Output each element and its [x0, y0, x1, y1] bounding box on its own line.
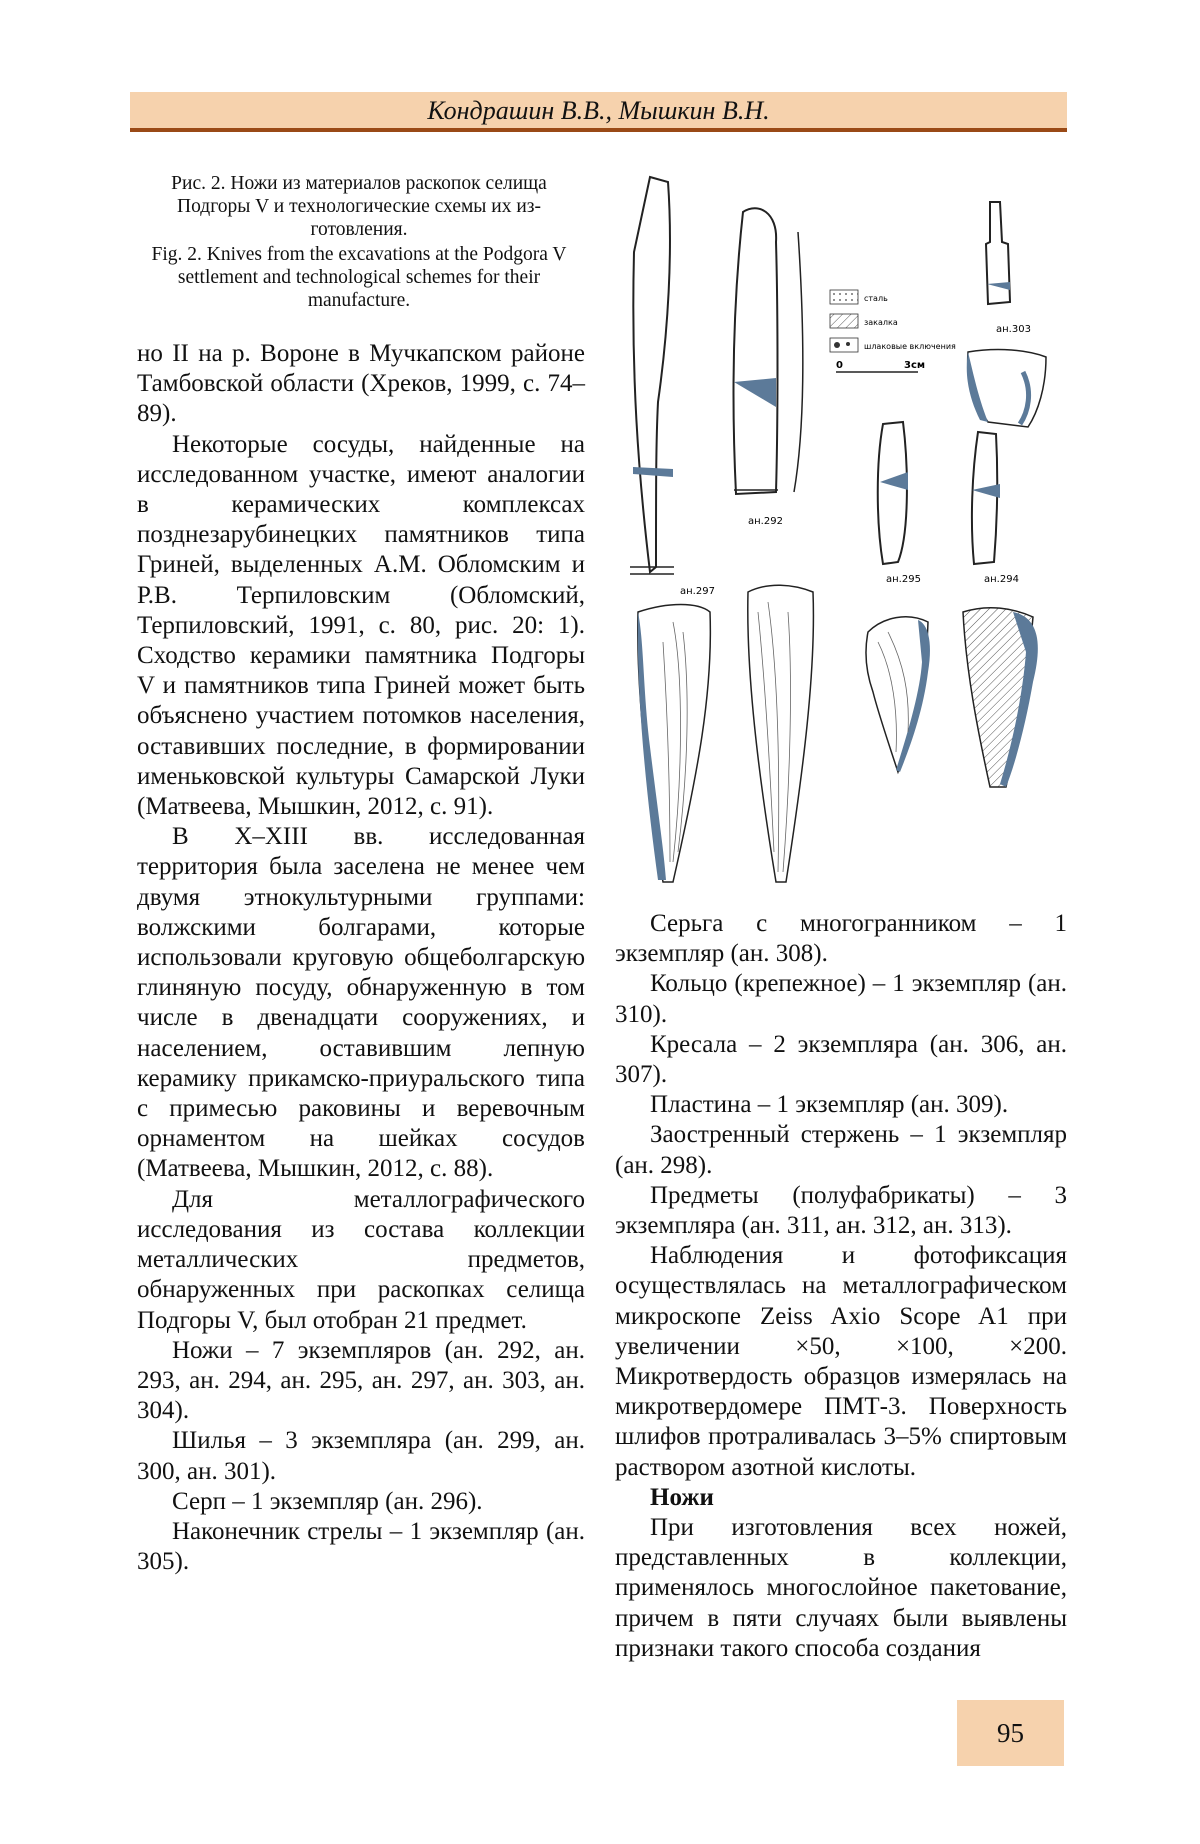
right-paragraph: Пластина – 1 экземпляр (ан. 309). — [615, 1090, 1067, 1120]
label-an297: ан.297 — [680, 586, 715, 597]
knife-an297-outline — [630, 177, 674, 574]
right-paragraph: Кольцо (крепежное) – 1 экземпляр (ан. 310). — [615, 969, 1067, 1029]
label-an294: ан.294 — [984, 574, 1019, 585]
label-an295: ан.295 — [886, 574, 921, 585]
left-paragraph: Некоторые сосуды, найденные на исследованном участке, имеют аналогии в керамических комплексах позднезарубинецких памятников типа Гриней, выделенных А.М. Обломским и Р.В. Терпиловским (Обломский, Терпиловский, 1991, с. 80, рис. 20: 1). Сходство керамики памятника Подгоры V и памятников типа Гриней может быть объяснено участием потомков населения, оставивших последние, в формировании именьковской культуры Самарской Луки (Матвеева, Мышкин, 2012, с. 91). — [137, 430, 585, 823]
legend-hardening: закалка — [864, 318, 898, 327]
left-paragraph: Шилья – 3 экземпляра (ан. 299, ан. 300, ан. 301). — [137, 1426, 585, 1486]
left-paragraph: Наконечник стрелы – 1 экземпляр (ан. 305). — [137, 1517, 585, 1577]
right-paragraph: Кресала – 2 экземпляра (ан. 306, ан. 307). — [615, 1030, 1067, 1090]
knife-an295-section — [866, 617, 930, 772]
left-paragraph: Ножи – 7 экземпляров (ан. 292, ан. 293, ан. 294, ан. 295, ан. 297, ан. 303, ан. 304). — [137, 1336, 585, 1427]
right-column — [615, 909, 1067, 1664]
right-paragraph: Серьга с многогранником – 1 экземпляр (ан. 308). — [615, 909, 1067, 969]
knife-an303-section — [967, 350, 1046, 427]
right-paragraph: При изготовления всех ножей, представленных в коллекции, применялось многослойное пакетование, причем в пяти случаях были выявлены признаки такого способа создания — [615, 1513, 1067, 1664]
knife-an303-outline — [986, 202, 1010, 304]
scale-end: 3см — [904, 360, 925, 371]
label-an303: ан.303 — [996, 324, 1031, 335]
right-paragraph: Наблюдения и фотофиксация осуществлялась на металлографическом микроскопе Zeiss Axio Scope A1 при увеличении ×50, ×100, ×200. Микротвердость образцов измерялась на микротвердомере ПМТ-3. Поверхность шлифов протраливалась 3–5% спиртовым раствором азотной кислоты. — [615, 1241, 1067, 1483]
left-paragraph: В X–XIII вв. исследованная территория была заселена не менее чем двумя этнокультурными группами: волжскими болгарами, которые использовали круговую общеболгарскую глиняную посуду, обнаруженную в том числе в двенадцати сооружениях, и населением, оставившим лепную керамику прикамско-приуральского типа с примесью раковины и веревочным орнаментом на шейках сосудов (Матвеева, Мышкин, 2012, с. 88). — [137, 822, 585, 1184]
legend-slag: шлаковые включения — [864, 342, 956, 351]
knives-figure — [628, 172, 1078, 892]
knife-an294-outline — [972, 432, 1000, 564]
scale-start: 0 — [836, 360, 843, 371]
right-paragraph: Заостренный стержень – 1 экземпляр (ан. 298). — [615, 1120, 1067, 1180]
knife-an295-outline — [878, 422, 908, 564]
left-paragraph: но II на р. Вороне в Мучкапском районе Тамбовской области (Хреков, 1999, с. 74–89). — [137, 339, 585, 430]
right-paragraph: Предметы (полуфабрикаты) – 3 экземпляра (ан. 311, ан. 312, ан. 313). — [615, 1181, 1067, 1241]
knives-drawing — [628, 172, 1078, 892]
left-column — [137, 339, 585, 1577]
caption-russian: Рис. 2. Ножи из материалов раскопок селища Подгоры V и технологические схемы их из­готовления. — [134, 172, 584, 241]
figure-caption — [134, 172, 584, 312]
page-number — [957, 1700, 1064, 1766]
label-an292: ан.292 — [748, 516, 783, 527]
left-paragraph: Для металлографического исследования из состава коллекции металлических предметов, обнаруженных при раскопках селища Подгоры V, был отобран 21 предмет. — [137, 1185, 585, 1336]
knife-an292-outline — [734, 208, 803, 494]
section-heading-knives: Ножи — [615, 1483, 1067, 1513]
figure-legend — [830, 290, 956, 372]
knife-an292-section — [748, 585, 814, 882]
left-paragraph: Серп – 1 экземпляр (ан. 296). — [137, 1487, 585, 1517]
running-header — [130, 92, 1067, 132]
header-authors: Кондрашин В.В., Мышкин В.Н. — [427, 96, 769, 125]
caption-english: Fig. 2. Knives from the excavations at the Podgora V settlement and technological schemes for their manufacture. — [134, 243, 584, 312]
knife-an294-section — [963, 608, 1038, 787]
knife-an297-section — [638, 605, 711, 883]
legend-steel: сталь — [864, 294, 888, 303]
page-number-text: 95 — [997, 1718, 1024, 1748]
